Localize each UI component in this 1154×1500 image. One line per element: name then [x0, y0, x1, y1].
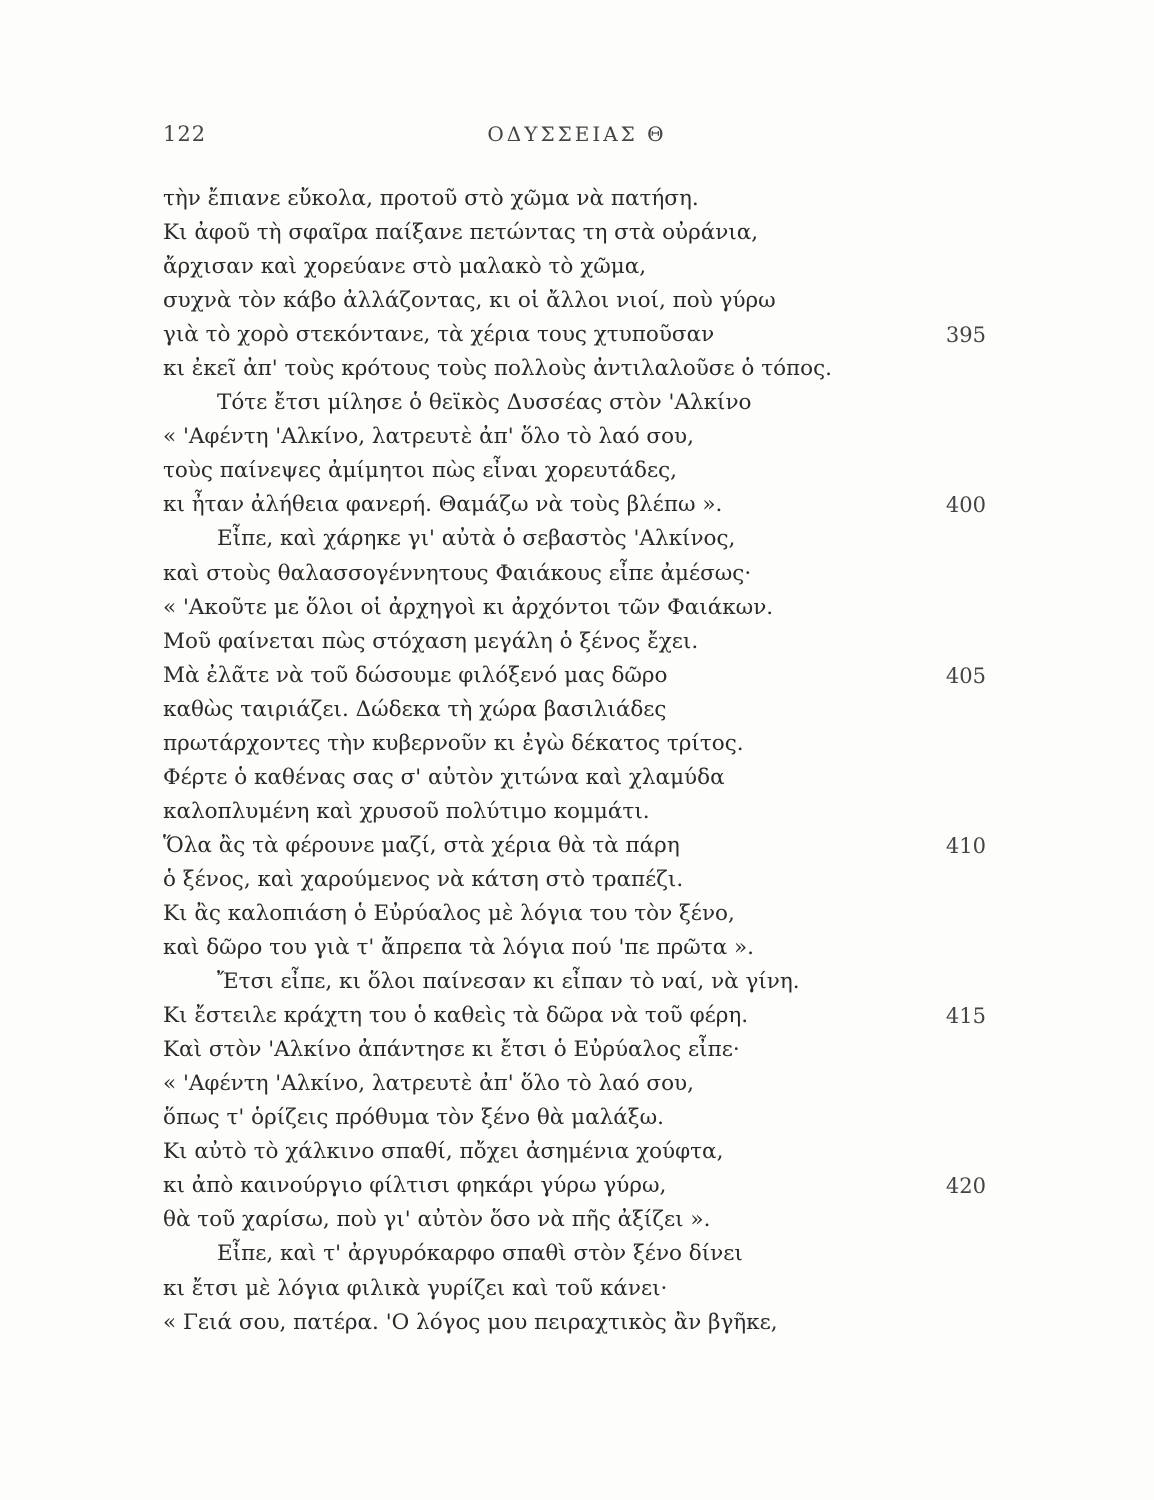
verse-line	[0, 863, 1154, 897]
line-number: 405	[945, 663, 986, 688]
verse-text: τοὺς παίνεψες ἀμίμητοι πὼς εἶναι χορευτάδες,	[163, 458, 677, 484]
verse-line	[0, 761, 1154, 795]
verse-line	[0, 1067, 1154, 1101]
verse-text: καλοπλυμένη καὶ χρυσοῦ πολύτιμο κομμάτι.	[163, 798, 650, 824]
verse-text: κι ἐκεῖ ἀπ' τοὺς κρότους τοὺς πολλοὺς ἀντιλαλοῦσε ὁ τόπος.	[163, 356, 832, 382]
verse-text: « 'Ακοῦτε με ὅλοι οἱ ἀρχηγοὶ κι ἀρχόντοι τῶν Φαιάκων.	[163, 594, 774, 620]
verse-text: καὶ στοὺς θαλασσογέννητους Φαιάκους εἶπε ἀμέσως·	[163, 560, 752, 586]
verse-line	[0, 1101, 1154, 1135]
verse-line	[0, 488, 1154, 522]
line-number: 410	[945, 833, 986, 858]
verse-text: ὁ ξένος, καὶ χαρούμενος νὰ κάτση στὸ τραπέζι.	[163, 866, 684, 892]
verse-text: « Γειά σου, πατέρα. 'Ο λόγος μου πειραχτικὸς ἂν βγῆκε,	[163, 1309, 778, 1335]
running-title: ΟΔΥΣΣΕΙΑΣ Θ	[487, 122, 667, 146]
verse-text: Εἶπε, καὶ χάρηκε γι' αὐτὰ ὁ σεβαστὸς 'Αλκίνος,	[217, 526, 736, 552]
verse-line	[0, 318, 1154, 352]
verse-line	[0, 522, 1154, 556]
verse-text: συχνὰ τὸν κάβο ἀλλάζοντας, κι οἱ ἄλλοι νιοί, ποὺ γύρω	[163, 288, 776, 314]
verse-text: καθὼς ταιριάζει. Δώδεκα τὴ χώρα βασιλιάδες	[163, 696, 667, 722]
verse-line	[0, 1237, 1154, 1271]
verse-text: πρωτάρχοντες τὴν κυβερνοῦν κι ἐγὼ δέκατος τρίτος.	[163, 730, 744, 756]
verse-line	[0, 216, 1154, 250]
verse-text: Εἶπε, καὶ τ' ἀργυρόκαρφο σπαθὶ στὸν ξένο δίνει	[217, 1241, 743, 1267]
verse-text: Κι ἔστειλε κράχτη του ὁ καθεὶς τὰ δῶρα νὰ τοῦ φέρη.	[163, 1003, 749, 1029]
verse-text: ἄρχισαν καὶ χορεύανε στὸ μαλακὸ τὸ χῶμα,	[163, 254, 647, 280]
line-number: 395	[945, 323, 986, 348]
verse-text: καὶ δῶρο του γιὰ τ' ἄπρεπα τὰ λόγια πού 'πε πρῶτα ».	[163, 935, 755, 961]
verse-text: κι ἔτσι μὲ λόγια φιλικὰ γυρίζει καὶ τοῦ κάνει·	[163, 1275, 668, 1301]
verse-text: Ὅλα ἂς τὰ φέρουνε μαζί, στὰ χέρια θὰ τὰ πάρη	[163, 832, 680, 858]
verse-text: κι ἀπὸ καινούργιο φίλτισι φηκάρι γύρω γύρω,	[163, 1173, 667, 1199]
page-header	[0, 122, 1154, 152]
verse-text: Κι αὐτὸ τὸ χάλκινο σπαθί, πὄχει ἀσημένια χούφτα,	[163, 1139, 724, 1165]
verse-line	[0, 931, 1154, 965]
verse-line	[0, 1135, 1154, 1169]
line-number: 415	[945, 1004, 986, 1029]
verse-line	[0, 659, 1154, 693]
verse-text: τὴν ἔπιανε εὔκολα, προτοῦ στὸ χῶμα νὰ πατήση.	[163, 186, 699, 211]
line-number: 400	[945, 493, 986, 518]
verse-text: Κι ἂς καλοπιάση ὁ Εὐρύαλος μὲ λόγια του τὸν ξένο,	[163, 900, 735, 926]
verse-text: Κι ἀφοῦ τὴ σφαῖρα παίξανε πετώντας τη στὰ οὐράνια,	[163, 220, 759, 246]
verse-text: Μὰ ἐλᾶτε νὰ τοῦ δώσουμε φιλόξενό μας δῶρο	[163, 662, 668, 688]
verse-block	[0, 182, 1154, 1340]
verse-text: Ἔτσι εἶπε, κι ὅλοι παίνεσαν κι εἶπαν τὸ ναί, νὰ γίνη.	[217, 969, 800, 995]
verse-line	[0, 1272, 1154, 1306]
verse-line	[0, 352, 1154, 386]
verse-line	[0, 1306, 1154, 1340]
verse-text: Καὶ στὸν 'Αλκίνο ἀπάντησε κι ἔτσι ὁ Εὐρύαλος εἶπε·	[163, 1037, 740, 1063]
verse-line	[0, 250, 1154, 284]
verse-line	[0, 591, 1154, 625]
verse-line	[0, 182, 1154, 216]
verse-line	[0, 284, 1154, 318]
verse-text: θὰ τοῦ χαρίσω, ποὺ γι' αὐτὸν ὅσο νὰ πῆς ἀξίζει ».	[163, 1207, 711, 1233]
verse-line	[0, 795, 1154, 829]
verse-line	[0, 965, 1154, 999]
verse-text: ὅπως τ' ὁρίζεις πρόθυμα τὸν ξένο θὰ μαλάξω.	[163, 1105, 664, 1131]
verse-text: Φέρτε ὁ καθένας σας σ' αὐτὸν χιτώνα καὶ χλαμύδα	[163, 764, 725, 790]
verse-text: κι ἦταν ἀλήθεια φανερή. Θαμάζω νὰ τοὺς βλέπω ».	[163, 492, 723, 518]
verse-line	[0, 420, 1154, 454]
verse-line	[0, 1033, 1154, 1067]
verse-text: « 'Αφέντη 'Αλκίνο, λατρευτὲ ἀπ' ὅλο τὸ λαό σου,	[163, 1071, 694, 1097]
verse-line	[0, 999, 1154, 1033]
page-number: 122	[163, 122, 207, 146]
verse-text: γιὰ τὸ χορὸ στεκόντανε, τὰ χέρια τους χτυποῦσαν	[163, 322, 715, 348]
verse-line	[0, 829, 1154, 863]
verse-line	[0, 625, 1154, 659]
verse-line	[0, 1169, 1154, 1203]
verse-line	[0, 727, 1154, 761]
verse-text: « 'Αφέντη 'Αλκίνο, λατρευτὲ ἀπ' ὅλο τὸ λαό σου,	[163, 424, 694, 450]
verse-line	[0, 897, 1154, 931]
verse-text: Μοῦ φαίνεται πὼς στόχαση μεγάλη ὁ ξένος ἔχει.	[163, 628, 699, 654]
verse-line	[0, 454, 1154, 488]
verse-line	[0, 386, 1154, 420]
verse-text: Τότε ἔτσι μίλησε ὁ θεϊκὸς Δυσσέας στὸν 'Αλκίνο	[217, 390, 752, 416]
verse-line	[0, 557, 1154, 591]
line-number: 420	[945, 1174, 986, 1199]
verse-line	[0, 693, 1154, 727]
verse-line	[0, 1203, 1154, 1237]
